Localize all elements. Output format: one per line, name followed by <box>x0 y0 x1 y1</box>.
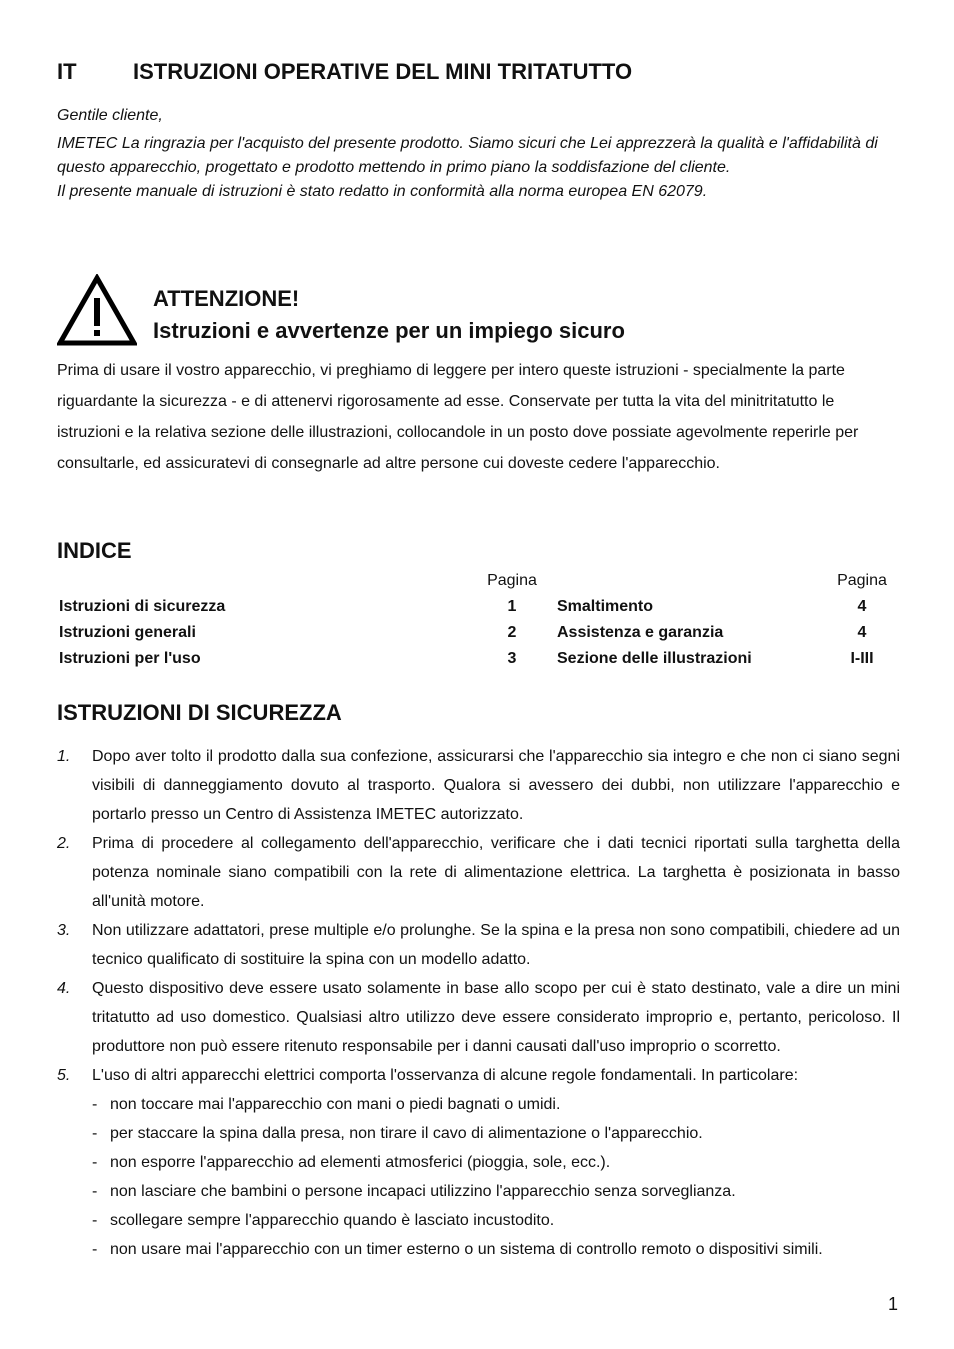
list-item-text: L'uso di altri apparecchi elettrici comporta l'osservanza di alcune regole fondamentali. In particolare: <box>92 1067 799 1084</box>
document-header <box>57 59 632 85</box>
sub-list-item-text: scollegare sempre l'apparecchio quando è lasciato incustodito. <box>110 1212 555 1229</box>
dash-bullet: - <box>92 1183 98 1200</box>
sub-list-item-text: per staccare la spina dalla presa, non tirare il cavo di alimentazione o l'apparecchio. <box>110 1125 703 1142</box>
dash-bullet: - <box>92 1241 98 1258</box>
intro-paragraph-1: IMETEC La ringrazia per l'acquisto del presente prodotto. Siamo sicuri che Lei apprezzerà la qualità e l'affidabilità di questo apparecchio, progettato e prodotto mettendo in primo piano la soddisfazione del cliente. <box>57 135 878 176</box>
sub-list-item <box>57 1235 900 1264</box>
warning-triangle-icon <box>57 274 137 346</box>
index-title: INDICE <box>57 538 132 563</box>
index-table <box>57 568 900 672</box>
document-title: ISTRUZIONI OPERATIVE DEL MINI TRITATUTTO <box>133 59 633 84</box>
page-number: 1 <box>888 1294 899 1314</box>
index-entry-name: Sezione delle illustrazioni <box>557 650 752 667</box>
safety-title: ISTRUZIONI DI SICUREZZA <box>57 700 342 725</box>
sub-list-item <box>57 1148 900 1177</box>
index-entry-name: Istruzioni per l'uso <box>59 650 201 667</box>
index-entry-page: 4 <box>857 624 867 641</box>
index-entry-page: 4 <box>857 598 867 615</box>
list-item-text: Prima di procedere al collegamento dell'apparecchio, verificare che i dati tecnici riportati sulla targhetta della potenza nominale siano compatibili con la rete di alimentazione elettrica. La targhetta è posizionata in basso all'unità motore. <box>92 835 900 910</box>
warning-text: Prima di usare il vostro apparecchio, vi preghiamo di leggere per intero queste istruzioni - specialmente la parte riguardante la sicurezza - e di attenervi rigorosamente ad esse. Conservate per tutta la vita del minitritatutto le istruzioni e la relativa sezione delle illustrazioni, collocandole in un posto dove possiate agevolmente reperirle per consultarle, ed assicuratevi di consegnarle ad altre persone cui doveste cedere l'apparecchio. <box>57 362 859 472</box>
index-entry-name: Smaltimento <box>557 598 654 615</box>
index-page-header-right: Pagina <box>837 572 887 589</box>
dash-bullet: - <box>92 1125 98 1142</box>
list-item <box>57 742 900 829</box>
index-row <box>57 620 900 646</box>
sub-list-item <box>57 1090 900 1119</box>
list-item <box>57 916 900 974</box>
index-row <box>57 646 900 672</box>
sub-list-item-text: non toccare mai l'apparecchio con mani o piedi bagnati o umidi. <box>110 1096 561 1113</box>
list-item-text: Questo dispositivo deve essere usato solamente in base allo scopo per cui è stato destinato, vale a dire un mini tritatutto ad uso domestico. Qualsiasi altro utilizzo deve essere considerato improprio e, pertanto, pericoloso. Il produttore non può essere ritenuto responsabile per i danni causati dall'uso improprio o scorretto. <box>92 980 900 1055</box>
index-entry-name: Istruzioni generali <box>59 624 196 641</box>
list-item-number: 4. <box>57 980 71 997</box>
dash-bullet: - <box>92 1154 98 1171</box>
list-item-number: 5. <box>57 1067 71 1084</box>
list-item <box>57 974 900 1061</box>
warning-title-line-2: Istruzioni e avvertenze per un impiego sicuro <box>153 318 625 343</box>
warning-heading <box>153 283 625 347</box>
list-item-number: 2. <box>57 835 71 852</box>
dash-bullet: - <box>92 1212 98 1229</box>
index-entry-page: I-III <box>850 650 874 667</box>
index-entry-name: Istruzioni di sicurezza <box>59 598 226 615</box>
dash-bullet: - <box>92 1096 98 1113</box>
index-row <box>57 594 900 620</box>
sub-list-item-text: non lasciare che bambini o persone incapaci utilizzino l'apparecchio senza sorveglianza. <box>110 1183 736 1200</box>
sub-list-item <box>57 1206 900 1235</box>
list-item-number: 1. <box>57 748 71 765</box>
list-item-text: Dopo aver tolto il prodotto dalla sua confezione, assicurarsi che l'apparecchio sia integro e che non ci siano segni visibili di danneggiamento dovuto al trasporto. Qualora si avessero dei dubbi, non utilizzare l'apparecchio e portarlo presso un Centro di Assistenza IMETEC autorizzato. <box>92 748 900 823</box>
intro-greeting: Gentile cliente, <box>57 107 163 124</box>
intro-section <box>57 104 900 204</box>
index-page-header-left: Pagina <box>487 572 537 589</box>
intro-paragraph-2: Il presente manuale di istruzioni è stato redatto in conformità alla norma europea EN 62079. <box>57 183 708 200</box>
list-item-text: Non utilizzare adattatori, prese multiple e/o prolunghe. Se la spina e la presa non sono compatibili, chiedere ad un tecnico qualificato di sostituire la spina con un modello adatto. <box>92 922 900 968</box>
safety-instructions-list <box>57 742 900 1264</box>
language-code: IT <box>57 59 77 84</box>
list-item-number: 3. <box>57 922 71 939</box>
index-entry-page: 2 <box>507 624 517 641</box>
index-header-row <box>57 568 900 594</box>
list-item <box>57 829 900 916</box>
index-entry-name: Assistenza e garanzia <box>557 624 724 641</box>
sub-list-item <box>57 1177 900 1206</box>
sub-list-item <box>57 1119 900 1148</box>
sub-list-item-text: non usare mai l'apparecchio con un timer esterno o un sistema di controllo remoto o dispositivi simili. <box>110 1241 823 1258</box>
sub-list-item-text: non esporre l'apparecchio ad elementi atmosferici (pioggia, sole, ecc.). <box>110 1154 611 1171</box>
warning-title-line-1: ATTENZIONE! <box>153 286 300 311</box>
index-entry-page: 3 <box>507 650 517 667</box>
list-item <box>57 1061 900 1090</box>
index-entry-page: 1 <box>507 598 517 615</box>
